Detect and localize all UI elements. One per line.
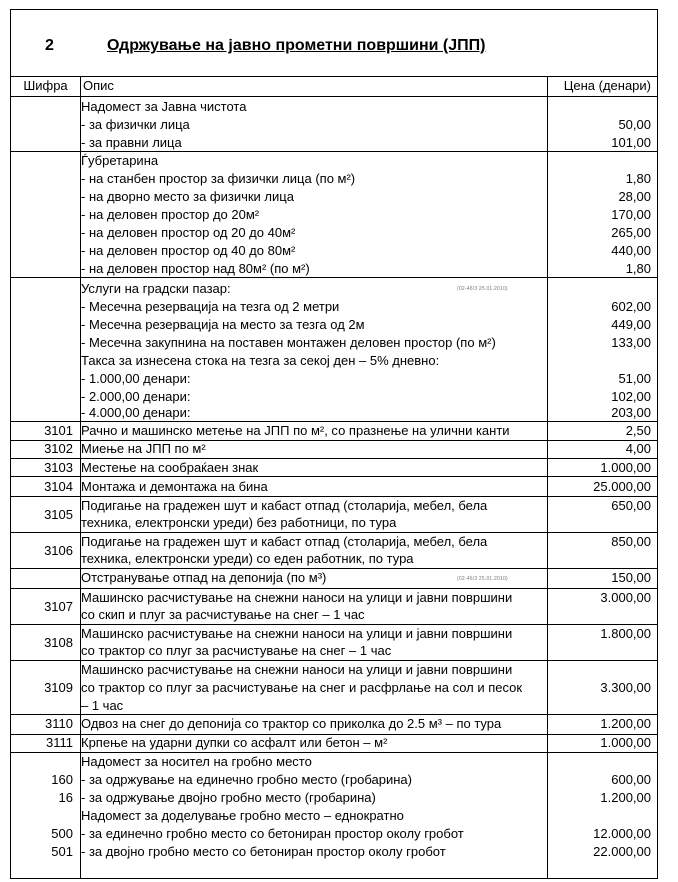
item-description: Подигање на градежен шут и кабаст отпад (столарија, мебел, бела bbox=[81, 534, 488, 549]
item-code: 3104 bbox=[44, 479, 73, 494]
price-list-page bbox=[10, 9, 658, 879]
item-price: 650,00 bbox=[611, 498, 651, 513]
item-code: 3101 bbox=[44, 423, 73, 438]
item-description: - на деловен простор до 20м² bbox=[81, 207, 260, 222]
item-code: 160 bbox=[51, 772, 73, 787]
item-price: 602,00 bbox=[611, 299, 651, 314]
section-title-row bbox=[11, 10, 657, 77]
item-price: 850,00 bbox=[611, 534, 651, 549]
item-price: 170,00 bbox=[611, 207, 651, 222]
item-code: 3108 bbox=[44, 635, 73, 650]
item-description: - на станбен простор за физички лица (по м²) bbox=[81, 171, 356, 186]
item-description: со трактор со плуг за расчистување на снег – 1 час bbox=[81, 643, 392, 658]
item-description: - за единечно гробно место со бетониран простор околу гробот bbox=[81, 826, 464, 841]
item-description: Монтажа и демонтажа на бина bbox=[81, 479, 268, 494]
section-title: Одржување на јавно прометни површини (ЈПП) bbox=[107, 37, 486, 54]
item-code: 16 bbox=[58, 790, 73, 805]
item-description: - на деловен простор од 40 до 80м² bbox=[81, 243, 296, 258]
item-description: Подигање на градежен шут и кабаст отпад (столарија, мебел, бела bbox=[81, 498, 488, 513]
item-price: 22.000,00 bbox=[593, 844, 651, 859]
item-price: 150,00 bbox=[611, 570, 651, 585]
item-description: - за одржување двојно гробно место (гробарина) bbox=[81, 790, 376, 805]
registry-stamp: (02-4б/3 25.01.2010) bbox=[457, 576, 508, 582]
item-description: техника, електронски уреди) со еден работник, по тура bbox=[81, 551, 414, 566]
item-description: - за правни лица bbox=[81, 135, 182, 150]
item-description: - Месечна закупнина на поставен монтажен деловен простор (по м²) bbox=[81, 335, 496, 350]
item-description: - 2.000,00 денари: bbox=[81, 389, 191, 404]
column-header-price: Цена (денари) bbox=[563, 78, 651, 93]
item-description: со трактор со плуг за расчистување на снег и расфрлање на сол и песок bbox=[81, 680, 523, 695]
item-description: Местење на сообраќаен знак bbox=[81, 460, 259, 475]
item-description: со скип и плуг за расчистување на снег – 1 час bbox=[81, 607, 365, 622]
registry-stamp: (02-4б/3 25.01.2010) bbox=[457, 286, 508, 292]
item-description: - Месечна резервација на тезга од 2 метри bbox=[81, 299, 340, 314]
section-number: 2 bbox=[45, 37, 54, 54]
item-price: 2,50 bbox=[625, 423, 651, 438]
item-description: - за двојно гробно место со бетониран простор околу гробот bbox=[81, 844, 446, 859]
item-code: 3110 bbox=[45, 716, 73, 731]
item-code: 500 bbox=[51, 826, 73, 841]
item-code: 3111 bbox=[46, 735, 73, 750]
item-price: 1.200,00 bbox=[600, 790, 651, 805]
item-price: 600,00 bbox=[611, 772, 651, 787]
item-price: 25.000,00 bbox=[593, 479, 651, 494]
item-price: 12.000,00 bbox=[593, 826, 651, 841]
item-description: Одвоз на снег до депонија со трактор со приколка до 2.5 м³ – по тура bbox=[81, 716, 502, 731]
item-description: - за одржување на единечно гробно место (гробарина) bbox=[81, 772, 412, 787]
item-code: 3106 bbox=[44, 543, 73, 558]
item-description: - 1.000,00 денари: bbox=[81, 371, 191, 386]
item-description: техника, електронски уреди) без работници, по тура bbox=[81, 515, 397, 530]
item-price: 1,80 bbox=[625, 171, 651, 186]
item-description: Отстранување отпад на депонија (по м³) bbox=[81, 570, 327, 585]
item-price: 51,00 bbox=[618, 371, 651, 386]
item-price: 265,00 bbox=[611, 225, 651, 240]
item-description: - на деловен простор од 20 до 40м² bbox=[81, 225, 296, 240]
item-code: 3103 bbox=[44, 460, 73, 475]
item-price: 4,00 bbox=[625, 441, 651, 456]
item-description: Крпење на ударни дупки со асфалт или бетон – м² bbox=[81, 735, 388, 750]
item-description: Машинско расчистување на снежни наноси на улици и јавни површини bbox=[81, 590, 513, 605]
item-price: 1.000,00 bbox=[600, 460, 651, 475]
item-description: Надомест за носител на гробно место bbox=[81, 754, 312, 769]
item-price: 28,00 bbox=[618, 189, 651, 204]
item-description: Услуги на градски пазар: bbox=[81, 281, 231, 296]
item-price: 1.000,00 bbox=[600, 735, 651, 750]
item-code: 3107 bbox=[44, 599, 73, 614]
item-description: Надомест за доделување гробно место – еднократно bbox=[81, 808, 404, 823]
item-description: - на деловен простор над 80м² (по м²) bbox=[81, 261, 310, 276]
item-price: 203,00 bbox=[611, 405, 651, 420]
item-price: 1.200,00 bbox=[600, 716, 651, 731]
column-header-code: Шифра bbox=[23, 78, 68, 93]
item-price: 449,00 bbox=[611, 317, 651, 332]
item-code: 3109 bbox=[44, 680, 73, 695]
item-description: Такса за изнесена стока на тезга за секој ден – 5% дневно: bbox=[81, 353, 440, 368]
item-price: 101,00 bbox=[611, 135, 651, 150]
item-price: 3.300,00 bbox=[600, 680, 651, 695]
item-description: Ѓубретарина bbox=[81, 153, 159, 168]
item-description: - на дворно место за физички лица bbox=[81, 189, 294, 204]
item-description: Машинско расчистување на снежни наноси на улици и јавни површини bbox=[81, 626, 513, 641]
item-price: 1.800,00 bbox=[600, 626, 651, 641]
item-description: Надомест за Јавна чистота bbox=[81, 99, 247, 114]
item-price: 3.000,00 bbox=[600, 590, 651, 605]
column-header-description: Опис bbox=[83, 78, 114, 93]
item-description: Машинско расчистување на снежни наноси на улици и јавни површини bbox=[81, 662, 513, 677]
item-price: 133,00 bbox=[611, 335, 651, 350]
item-code: 3105 bbox=[44, 507, 73, 522]
item-code: 501 bbox=[51, 844, 73, 859]
row-divider bbox=[11, 96, 657, 97]
item-price: 102,00 bbox=[611, 389, 651, 404]
item-code: 3102 bbox=[44, 441, 73, 456]
item-price: 50,00 bbox=[618, 117, 651, 132]
item-price: 1,80 bbox=[625, 261, 651, 276]
item-description: Рачно и машинско метење на ЈПП по м², со празнење на улични канти bbox=[81, 423, 510, 438]
item-description: - за физички лица bbox=[81, 117, 190, 132]
item-description: Миење на ЈПП по м² bbox=[81, 441, 206, 456]
item-description: - 4.000,00 денари: bbox=[81, 405, 191, 420]
item-description: – 1 час bbox=[81, 698, 124, 713]
item-price: 440,00 bbox=[611, 243, 651, 258]
item-description: - Месечна резервација на место за тезга од 2м bbox=[81, 317, 365, 332]
